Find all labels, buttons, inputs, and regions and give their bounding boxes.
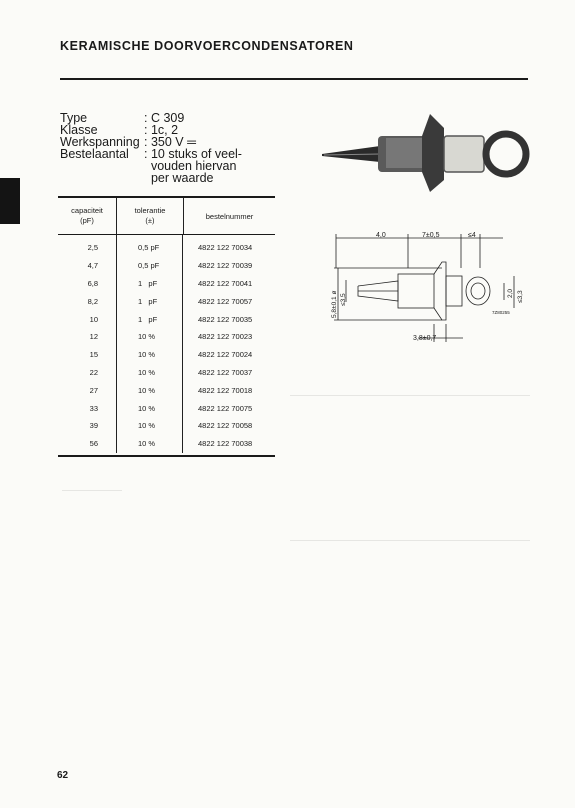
photo-collar — [444, 136, 484, 172]
dim-label-right-1: 2,0 — [507, 288, 514, 298]
spec-row-type: Type : C 309 — [60, 111, 185, 125]
dim-label-bottom: 3,8±0,7 — [413, 335, 437, 342]
table-row — [58, 417, 275, 435]
cell-capacity: 39 — [89, 421, 98, 431]
capacitor-photo — [318, 110, 533, 200]
spec-row-class: Klasse : 1c, 2 — [60, 123, 179, 137]
table-row — [58, 435, 275, 453]
table-header — [58, 198, 275, 234]
cell-tolerance: 10 % — [138, 421, 156, 431]
spec-row-voltage: Werkspanning : 350 V ═ — [60, 135, 196, 149]
cell-order-number: 4822 122 70057 — [198, 296, 253, 306]
cell-tolerance: 10 % — [138, 439, 156, 449]
cell-order-number: 4822 122 70035 — [198, 314, 253, 324]
cell-order-number: 4822 122 70018 — [198, 385, 253, 395]
cell-tolerance: 10 % — [138, 403, 156, 413]
table-bottom-rule — [58, 455, 275, 457]
order-table — [58, 196, 275, 457]
table-row — [58, 364, 275, 382]
header-tolerance: tolerantie (±) — [116, 198, 184, 234]
spec-row-order-qty: Bestelaantal : 10 stuks of veel- — [60, 147, 242, 161]
cell-capacity: 56 — [89, 439, 98, 449]
drawing-ring — [466, 277, 490, 305]
drawing-body — [398, 274, 434, 308]
page-title: KERAMISCHE DOORVOERCONDENSATOREN — [60, 39, 354, 53]
dim-label-left-1: 5,8±0,1 ø — [331, 290, 338, 318]
dim-label-top-2: 7±0,5 — [422, 232, 440, 239]
ghost-line — [62, 490, 122, 491]
table-row — [58, 239, 275, 257]
dim-label-top-3: ≤4 — [468, 232, 476, 239]
cell-order-number: 4822 122 70058 — [198, 421, 253, 431]
spec-row-order-qty-cont: vouden hiervan — [144, 159, 237, 173]
table-row — [58, 257, 275, 275]
table-row — [58, 310, 275, 328]
spec-row-order-qty-cont2: per waarde — [144, 171, 214, 185]
dim-label-right-2: ≤3,3 — [517, 290, 524, 303]
cell-order-number: 4822 122 70041 — [198, 278, 253, 288]
table-row — [58, 399, 275, 417]
drawing-collar — [446, 276, 462, 306]
header-order-number: bestelnummer — [205, 211, 254, 221]
cell-order-number: 4822 122 70075 — [198, 403, 253, 413]
cell-order-number: 4822 122 70037 — [198, 367, 253, 377]
cell-tolerance: 0,5 pF — [138, 243, 160, 253]
cell-order-number: 4822 122 70024 — [198, 350, 253, 360]
cell-capacity: 15 — [89, 350, 98, 360]
photo-flange — [422, 114, 444, 192]
cell-tolerance: 1 pF — [138, 314, 158, 324]
cell-tolerance: 1 pF — [138, 278, 158, 288]
cell-capacity: 22 — [89, 367, 98, 377]
cell-capacity: 33 — [89, 403, 98, 413]
page-number: 62 — [57, 770, 69, 781]
cell-order-number: 4822 122 70038 — [198, 439, 253, 449]
cell-capacity: 8,2 — [87, 296, 98, 306]
dimension-drawing — [318, 228, 533, 353]
cell-capacity: 27 — [89, 385, 98, 395]
cell-capacity: 4,7 — [87, 261, 98, 271]
column-divider — [116, 235, 117, 453]
cell-order-number: 4822 122 70023 — [198, 332, 253, 342]
cell-capacity: 12 — [89, 332, 98, 342]
table-row — [58, 381, 275, 399]
title-rule — [60, 78, 528, 80]
cell-capacity: 6,8 — [87, 278, 98, 288]
cell-tolerance: 10 % — [138, 367, 156, 377]
ghost-line — [290, 395, 530, 396]
cell-tolerance: 10 % — [138, 350, 156, 360]
dim-label-top-1: 4,0 — [376, 232, 386, 239]
header-capacity: capaciteit (pF) — [71, 206, 103, 225]
column-divider — [182, 235, 183, 453]
cell-capacity: 2,5 — [87, 243, 98, 253]
table-row — [58, 346, 275, 364]
cell-tolerance: 10 % — [138, 332, 156, 342]
dim-label-left-2: ≤3,5 — [340, 293, 347, 306]
cell-order-number: 4822 122 70034 — [198, 243, 253, 253]
table-row — [58, 328, 275, 346]
section-tab-marker — [0, 178, 20, 224]
cell-tolerance: 0,5 pF — [138, 261, 160, 271]
cell-capacity: 10 — [89, 314, 98, 324]
drawing-code: 7Z80255 — [492, 310, 510, 315]
table-body — [58, 235, 275, 453]
spec-list — [60, 112, 242, 184]
cell-tolerance: 1 pF — [138, 296, 158, 306]
ghost-line — [290, 540, 530, 541]
drawing-flange — [434, 262, 446, 320]
cell-order-number: 4822 122 70039 — [198, 261, 253, 271]
cell-tolerance: 10 % — [138, 385, 156, 395]
table-row — [58, 275, 275, 293]
table-row — [58, 292, 275, 310]
